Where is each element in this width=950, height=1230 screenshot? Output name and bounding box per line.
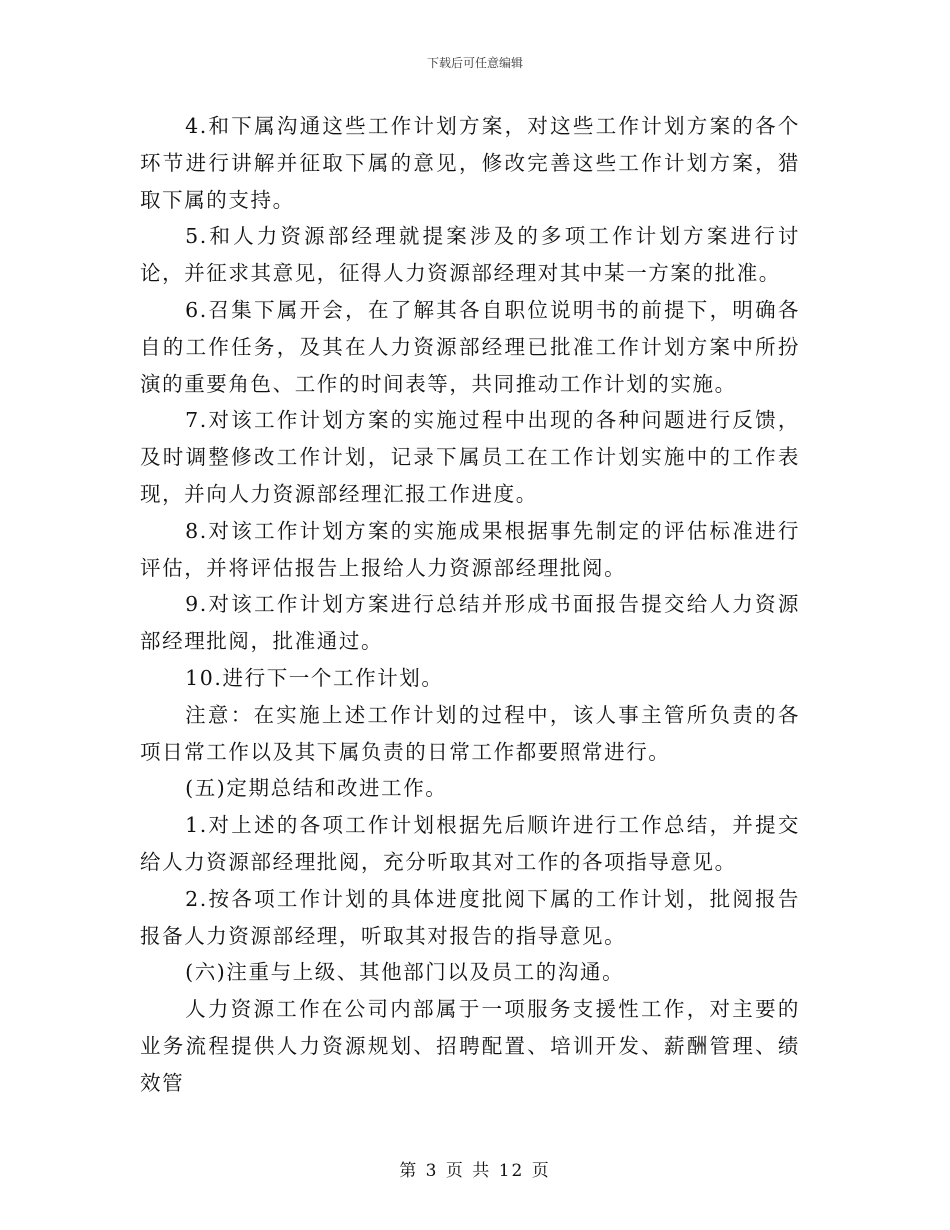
paragraph-item-8: 8.对该工作计划方案的实施成果根据事先制定的评估标准进行评估，并将评估报告上报给人力资源部经理批阅。 [140, 518, 800, 580]
section-heading-6: (六)注重与上级、其他部门以及员工的沟通。 [185, 960, 625, 985]
paragraph-note: 注意：在实施上述工作计划的过程中，该人事主管所负责的各项日常工作以及其下属负责的日常工作都要照常进行。 [140, 702, 800, 764]
paragraph-summary-1: 1.对上述的各项工作计划根据先后顺许进行工作总结，并提交给人力资源部经理批阅，充分听取其对工作的各项指导意见。 [140, 813, 800, 874]
paragraph-item-9: 9.对该工作计划方案进行总结并形成书面报告提交给人力资源部经理批阅，批准通过。 [140, 592, 800, 654]
paragraph-item-10: 10.进行下一个工作计划。 [185, 665, 444, 690]
document-body [140, 108, 800, 1102]
paragraph-item-5: 5.和人力资源部经理就提案涉及的多项工作计划方案进行讨论，并征求其意见，征得人力资源部经理对其中某一方案的批准。 [140, 224, 800, 286]
paragraph-summary-2: 2.按各项工作计划的具体进度批阅下属的工作计划，批阅报告报备人力资源部经理，听取其对报告的指导意见。 [140, 886, 800, 948]
paragraph-item-6: 6.召集下属开会，在了解其各自职位说明书的前提下，明确各自的工作任务，及其在人力资源部经理已批准工作计划方案中所扮演的重要角色、工作的时间表等，共同推动工作计划的实施。 [140, 297, 800, 396]
paragraph-item-7: 7.对该工作计划方案的实施过程中出现的各种问题进行反馈，及时调整修改工作计划，记录下属员工在工作计划实施中的工作表现，并向人力资源部经理汇报工作进度。 [140, 408, 800, 506]
section-heading-5: (五)定期总结和改进工作。 [185, 776, 448, 801]
page-header: 下载后可任意编辑 [426, 56, 523, 70]
paragraph-communication: 人力资源工作在公司内部属于一项服务支援性工作，对主要的业务流程提供人力资源规划、招聘配置、培训开发、薪酬管理、绩效管 [140, 997, 800, 1095]
paragraph-item-4: 4.和下属沟通这些工作计划方案，对这些工作计划方案的各个环节进行讲解并征取下属的意见，修改完善这些工作计划方案，猎取下属的支持。 [140, 114, 800, 212]
page-footer: 第 3 页 共 12 页 [399, 1161, 551, 1181]
